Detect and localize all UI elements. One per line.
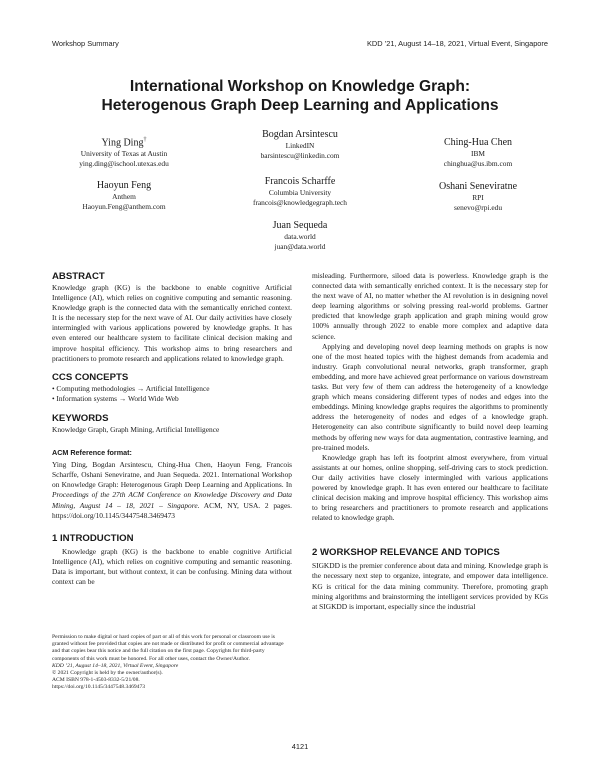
author-block bbox=[439, 181, 517, 212]
author-block bbox=[273, 220, 328, 251]
permission-text: Permission to make digital or hard copies of part or all of this work for personal or classroom use is granted without fee provided that copies are not made or distributed for profit or commercial advantage and that copies bear this notice and the full citation on the first page. Copyrights for third-party components of this work must be honored. For all other uses, contact the Owner/Author. bbox=[52, 634, 284, 662]
permission-copyright: © 2021 Copyright is held by the owner/author(s). bbox=[52, 670, 163, 677]
abstract-text: Knowledge graph (KG) is the backbone to enable cognitive Artificial Intelligence (AI), which relies on cognitive computing and semantic reasoning. Knowledge graph is the connected data with the semantically enriched context. It is the necessary step for the next wave of AI. Our daily activities have closely intermingled with various applications powered by knowledge graphs. It has even entered our healthcare system to facilitate clinical decision making and improve hospital efficiency. This workshop aims to bring researchers and practitioners to promote research and applications related to knowledge graph. bbox=[52, 283, 292, 363]
keywords-text: Knowledge Graph, Graph Mining, Artificial Intelligence bbox=[52, 424, 220, 434]
author-name: Oshani Seneviratne bbox=[438, 181, 518, 192]
intro-text: Knowledge graph (KG) is the backbone to enable cognitive Artificial Intelligence (AI), which relies on cognitive computing and semantic reasoning. Data is important, but without context, it can be confusing. Mining data without context can be bbox=[52, 546, 292, 586]
author-mark: † bbox=[143, 137, 147, 143]
author-email: ying.ding@ischool.utexas.edu bbox=[79, 158, 169, 168]
author-block bbox=[253, 176, 347, 207]
author-name: Ying Ding bbox=[101, 137, 144, 149]
ccs-item: • Information systems → World Wide Web bbox=[52, 393, 179, 403]
author-affiliation: IBM bbox=[471, 149, 485, 158]
author-email: juan@data.world bbox=[274, 241, 326, 251]
abstract-heading: ABSTRACT bbox=[52, 271, 105, 282]
author-name: Ching-Hua Chen bbox=[443, 137, 513, 148]
author-name: Bogdan Arsintescu bbox=[262, 129, 338, 140]
running-head bbox=[52, 39, 548, 48]
author-email: francois@knowledgegraph.tech bbox=[252, 197, 348, 207]
author-email: senevo@rpi.edu bbox=[453, 202, 503, 212]
author-email: Haoyun.Feng@anthem.com bbox=[82, 201, 166, 211]
author-affiliation: Anthem bbox=[112, 192, 136, 201]
reference-heading: ACM Reference format: bbox=[52, 448, 132, 458]
section2-heading: 2 WORKSHOP RELEVANCE AND TOPICS bbox=[312, 547, 500, 559]
permission-block bbox=[52, 634, 292, 692]
body-paragraph: misleading. Furthermore, siloed data is powerless. Knowledge graph is the connected data with semantically enriched context. It is the necessary step for the next wave of AI, no matter whether the AI revolution is in designing novel deep learning algorithms or solving pressing real-world problems. Gartner predicted that knowledge graph application and graph mining would grow 100% annually through 2022 to enable more complex and adaptive data science. bbox=[312, 271, 548, 341]
right-column bbox=[312, 271, 548, 612]
author-affiliation: University of Texas at Austin bbox=[80, 149, 168, 159]
author-email: chinghua@us.ibm.com bbox=[443, 158, 513, 168]
ccs-heading: CCS CONCEPTS bbox=[52, 371, 129, 383]
author-block bbox=[79, 134, 169, 169]
left-column bbox=[52, 271, 292, 587]
keywords-heading: KEYWORDS bbox=[52, 412, 109, 424]
author-affiliation: LinkedIN bbox=[285, 141, 315, 150]
ccs-item: • Computing methodologies → Artificial Intelligence bbox=[52, 383, 210, 393]
reference-text-after: ACM, NY, USA. 2 pages. https://doi.org/10.1145/3447548.3469473 bbox=[52, 500, 292, 520]
body-paragraph: Applying and developing novel deep learning methods on graphs is now one of the most heated topics with the highest demands from academia and industry. Graph convolutional neural networks, graph transformer, graph embedding, and more have achieved great performance on various downstream tasks. But very few of them can address the heterogeneity of a knowledge graph which means considering different types of nodes and edges into the embeddings. Mining knowledge graphs requires the algorithms to prominently address the heterogeneity of nodes and edges of a knowledge graph. Heterogeneity can also contribute significantly to build novel deep learning methods by offering new ways for data augmentation, contrastive learning, and pre-trained models. bbox=[312, 341, 548, 452]
author-affiliation: data.world bbox=[284, 232, 316, 241]
author-affiliation: RPI bbox=[472, 193, 484, 202]
paper-title bbox=[40, 77, 560, 115]
author-name: Francois Scharffe bbox=[264, 176, 336, 187]
reference-venue: Proceedings of the 27th ACM Conference on Knowledge Discovery and Data Mining, August 14 – 18, 2021 – Singapore. bbox=[52, 490, 292, 510]
intro-heading: 1 INTRODUCTION bbox=[52, 532, 134, 544]
author-email: barsintescu@linkedin.com bbox=[260, 150, 340, 160]
reference-text bbox=[52, 460, 292, 521]
permission-venue: KDD ’21, August 14–18, 2021, Virtual Event, Singapore bbox=[52, 662, 179, 669]
reference-text-before: Ying Ding, Bogdan Arsintescu, Ching-Hua Chen, Haoyun Feng, Francois Scharffe, Oshani Seneviratne, and Juan Sequeda. 2021. International Workshop on Knowledge Graph: Heterogenous Graph Deep Learning and Applications. In bbox=[52, 460, 292, 490]
section2-text: SIGKDD is the premier conference about data and mining. Knowledge graph is the necessary next step to organize, integrate, and empower data intelligence. KG is critical for the data mining community. Therefore, promoting graph mining algorithms and brainstorming the intelligent services provided by KGs at SIGKDD is important, especially since the industrial bbox=[312, 561, 548, 611]
running-head-left: Workshop Summary bbox=[52, 39, 119, 48]
author-name: Haoyun Feng bbox=[96, 180, 152, 191]
page-number: 4121 bbox=[291, 742, 309, 751]
author-block bbox=[444, 137, 512, 168]
author-block bbox=[82, 180, 165, 211]
title-line-2: Heterogenous Graph Deep Learning and Applications bbox=[101, 97, 499, 114]
author-affiliation: Columbia University bbox=[268, 188, 332, 197]
permission-isbn: ACM ISBN 978-1-4503-8332-5/21/08. bbox=[52, 677, 140, 684]
author-name: Juan Sequeda bbox=[272, 220, 328, 231]
running-head-right: KDD ’21, August 14–18, 2021, Virtual Event, Singapore bbox=[366, 39, 548, 48]
title-line-1: International Workshop on Knowledge Graph: bbox=[129, 78, 471, 95]
body-paragraph: Knowledge graph has left its footprint almost everywhere, from virtual assistants at our homes, online shopping, self-driving cars to stock prediction. Our daily activities have closely intermingled with various applications powered by knowledge graph. It has even entered our healthcare to facilitate clinical decision making and improve hospital efficiency. This workshop aims to bring researchers and practitioners to promote research and applications related to knowledge graph. bbox=[312, 452, 548, 523]
author-block bbox=[261, 129, 340, 160]
permission-doi: https://doi.org/10.1145/3447548.3469473 bbox=[52, 684, 146, 691]
